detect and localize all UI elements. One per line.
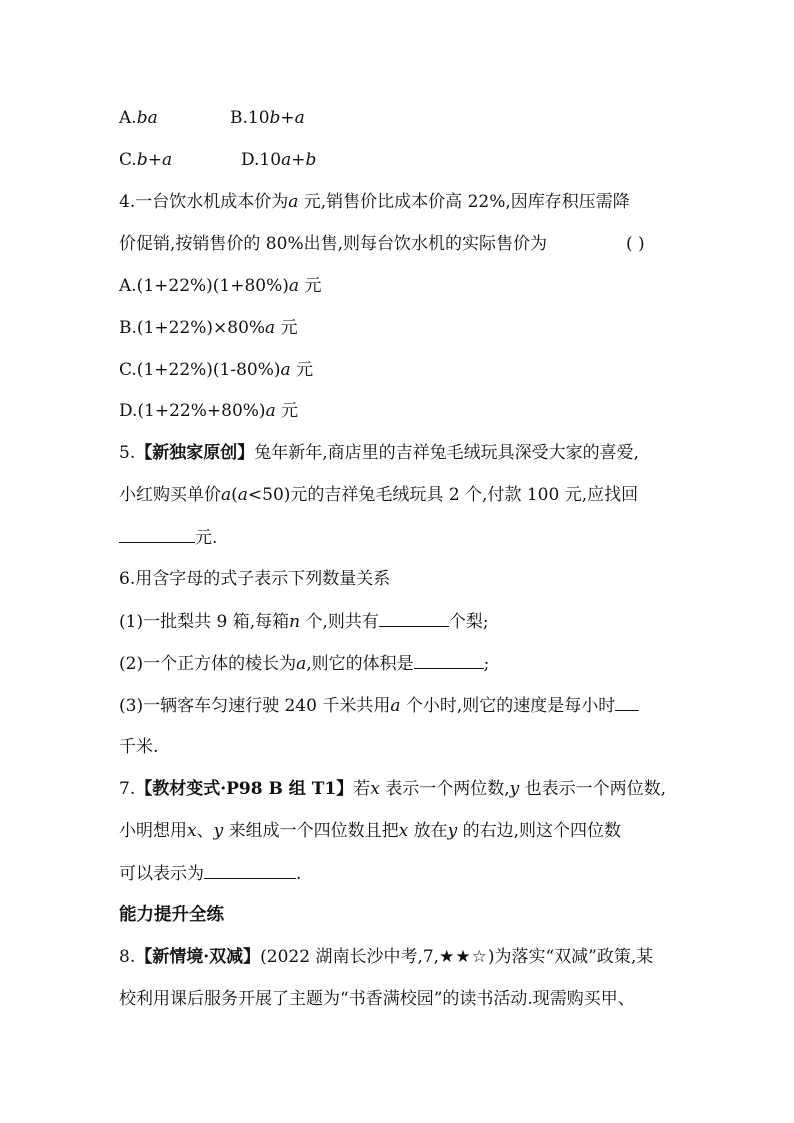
question-text: 价促销,按销售价的 80%出售,则每台饮水机的实际售价为	[119, 234, 547, 254]
option-text: B.(1+22%)×80%	[119, 318, 266, 338]
answer-blank[interactable]	[615, 694, 639, 711]
variable-a: a	[288, 276, 300, 296]
question-text: 小红购买单价	[119, 485, 221, 505]
q3-option-a	[119, 107, 158, 129]
question-text: (2)一个正方体的棱长为	[119, 654, 297, 674]
variable-y: y	[447, 821, 458, 841]
q3-option-c	[119, 149, 172, 171]
answer-blank[interactable]	[119, 526, 195, 543]
q4-option-a	[119, 275, 321, 297]
q7-line-1	[119, 778, 666, 800]
option-label: A.	[119, 108, 137, 128]
question-text: 个,则共有	[300, 612, 379, 632]
option-text: A.(1+22%)(1+80%)	[119, 276, 289, 296]
section-heading: 能力提升全练	[119, 905, 224, 925]
variable-a: a	[280, 360, 291, 380]
q4-option-d	[119, 400, 298, 422]
question-text: .	[296, 864, 302, 884]
question-text: ;	[483, 654, 490, 674]
q5-line-3	[119, 526, 217, 549]
question-tag: 【新情境·双减】	[135, 947, 261, 967]
question-text: 若	[353, 779, 371, 799]
question-text: 6.用含字母的式子表示下列数量关系	[119, 569, 391, 589]
option-text: D.(1+22%+80%)	[119, 401, 266, 421]
variable-a: a	[294, 108, 305, 128]
q8-line-2	[119, 988, 635, 1010]
variable-x: x	[370, 779, 380, 799]
question-text: 表示一个两位数,	[379, 779, 510, 799]
variable-a: a	[265, 401, 276, 421]
q8-line-1	[119, 946, 653, 968]
variable-a: a	[296, 654, 307, 674]
plus-sign: +	[280, 108, 295, 128]
q4-line-2	[119, 233, 547, 255]
question-text: (1)一批梨共 9 箱,每箱	[119, 612, 290, 632]
question-text: 来组成一个四位数且把	[223, 821, 399, 841]
option-label: C.	[119, 150, 137, 170]
variable-a: a	[281, 150, 292, 170]
answer-blank[interactable]	[414, 652, 484, 669]
question-text: (2022 湖南长沙中考,7,	[260, 947, 440, 967]
answer-paren[interactable]: ( )	[626, 234, 645, 254]
variable-b: b	[136, 150, 148, 170]
answer-blank[interactable]	[204, 862, 296, 879]
question-text: ,则它的体积是	[306, 654, 414, 674]
variable-a: a	[161, 150, 173, 170]
question-text: 兔年新年,商店里的吉祥兔毛绒玩具深受大家的喜爱,	[254, 443, 640, 463]
variable-y: y	[509, 779, 520, 799]
difficulty-stars: ★★☆	[439, 947, 488, 967]
q7-line-2	[119, 820, 621, 842]
q5-line-2	[119, 484, 638, 506]
q4-line-1	[119, 191, 630, 213]
variable-a: a	[390, 696, 401, 716]
question-text: 元,销售价比成本价高 22%,因库存积压需降	[298, 192, 630, 212]
option-label: B.10	[230, 108, 270, 128]
q6-intro	[119, 568, 390, 590]
variable-a: a	[265, 318, 276, 338]
q7-line-3	[119, 862, 301, 885]
question-text: 个梨;	[448, 612, 489, 632]
variable-a: a	[288, 192, 299, 212]
unit-text: 元	[299, 276, 322, 296]
unit-text: 元	[275, 318, 298, 338]
question-text: 元.	[195, 528, 218, 548]
q5-line-1	[119, 442, 639, 464]
question-text: 个小时,则它的速度是每小时	[400, 696, 616, 716]
question-text: <50)元的吉祥兔毛绒玩具 2 个,付款 100 元,应找回	[247, 485, 639, 505]
variable-a: a	[221, 485, 232, 505]
question-number: 5.	[119, 443, 136, 463]
question-tag: 【新独家原创】	[135, 443, 255, 463]
question-text: 的右边,则这个四位数	[457, 821, 622, 841]
option-label: D.10	[241, 150, 282, 170]
unit-text: 元	[275, 401, 299, 421]
answer-blank[interactable]	[379, 610, 449, 627]
variable-b: b	[269, 108, 281, 128]
variable-n: n	[289, 612, 301, 632]
option-text: C.(1+22%)(1-80%)	[119, 360, 281, 380]
question-text: 、	[196, 821, 214, 841]
question-number: 8.	[119, 947, 136, 967]
question-text: (3)一辆客车匀速行驶 240 千米共用	[119, 696, 391, 716]
question-number: 7.	[119, 779, 136, 799]
question-text: 小明想用	[119, 821, 187, 841]
question-text: 可以表示为	[119, 864, 204, 884]
variable-x: x	[398, 821, 409, 841]
plus-sign: +	[147, 150, 162, 170]
plus-sign: +	[291, 150, 306, 170]
option-expression: ba	[136, 108, 158, 128]
question-tag: 【教材变式·P98 B 组 T1】	[135, 779, 354, 799]
question-text: 校利用课后服务开展了主题为“书香满校园”的读书活动.现需购买甲、	[119, 989, 635, 1009]
question-text: 放在	[408, 821, 448, 841]
q6-part-3-cont	[119, 736, 158, 758]
variable-a: a	[237, 485, 248, 505]
q3-option-b	[230, 107, 305, 129]
q6-part-3	[119, 694, 639, 717]
q6-part-2	[119, 652, 489, 675]
question-text: )为落实“双减”政策,某	[487, 947, 654, 967]
q3-option-d	[241, 149, 316, 171]
question-text: (	[231, 485, 238, 505]
question-text: 4.一台饮水机成本价为	[119, 192, 289, 212]
q4-option-b	[119, 317, 298, 339]
variable-x: x	[187, 821, 197, 841]
q4-option-c	[119, 359, 313, 381]
variable-b: b	[305, 150, 317, 170]
variable-y: y	[213, 821, 224, 841]
question-text: 也表示一个两位数,	[519, 779, 667, 799]
unit-text: 元	[290, 360, 314, 380]
question-text: 千米.	[119, 737, 159, 757]
q6-part-1	[119, 610, 489, 633]
